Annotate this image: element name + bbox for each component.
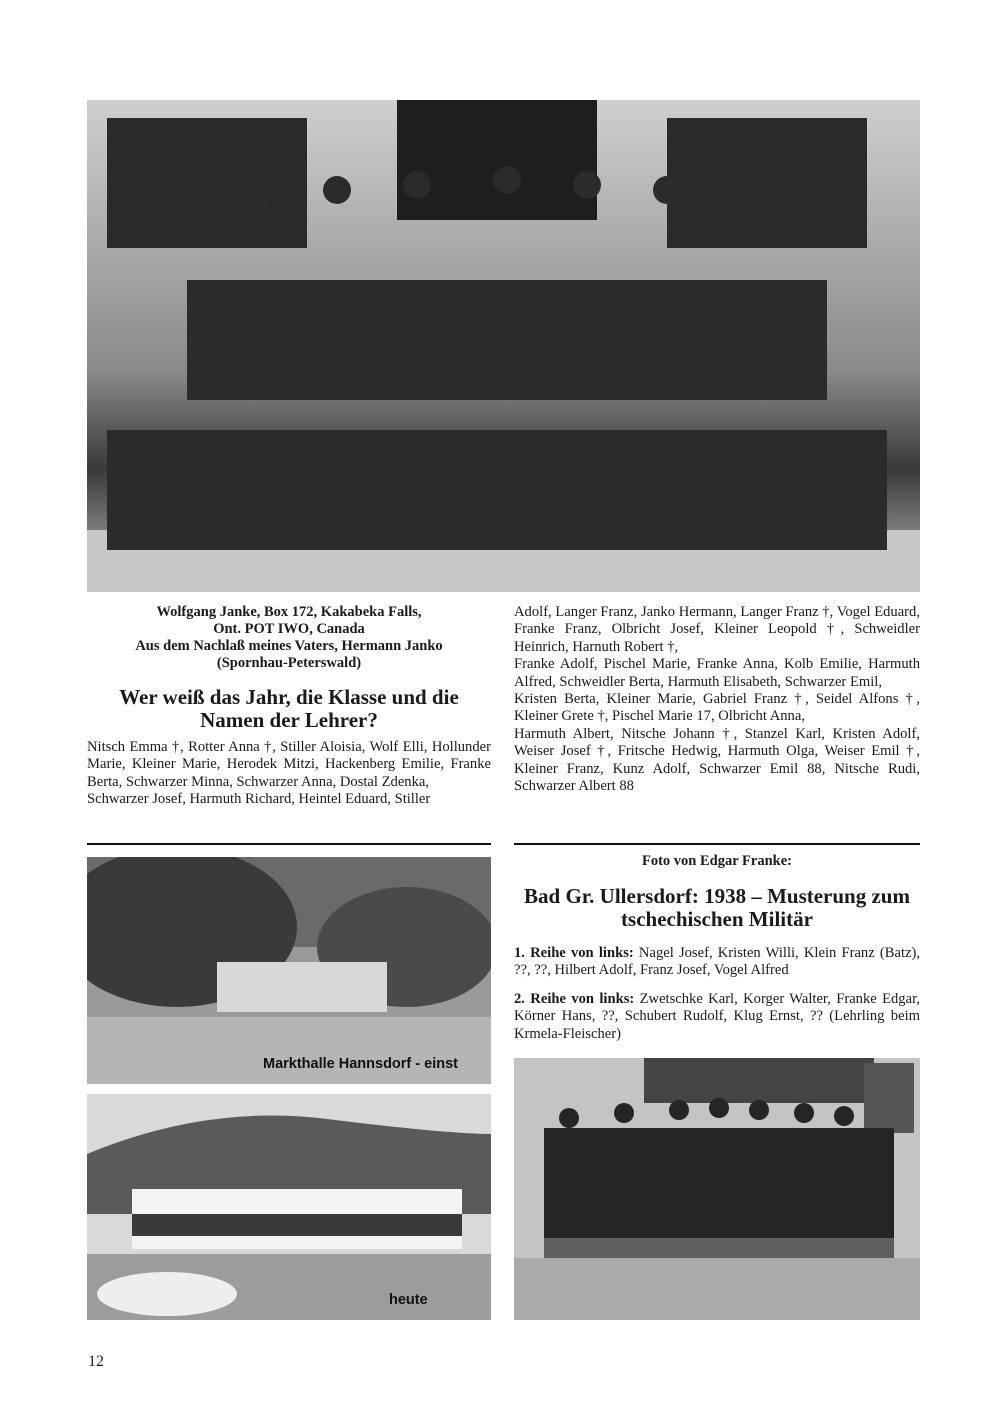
row2-caption — [514, 991, 920, 1043]
names-right-paragraph-3: Kristen Berta, Kleiner Marie, Gabriel Franz †, Seidel Alfons †, Kleiner Grete †, Pischel Marie 17, Olbricht Anna, — [514, 691, 920, 725]
sender-line-4: (Spornhau-Peterswald) — [216, 655, 362, 671]
names-left-paragraph: Nitsch Emma †, Rotter Anna †, Stiller Aloisia, Wolf Elli, Hollunder Marie, Kleiner Marie, Herodek Mitzi, Hackenberg Emilie, Franke Berta, Schwarzer Minna, Schwarzer Anna, Dostal Zdenka, — [87, 739, 491, 790]
caption-einst: Markthalle Hannsdorf - einst — [263, 1056, 458, 1072]
row1-names: Nagel Josef, Kristen Willi, Klein Franz (Batz), ??, ??, Hilbert Adolf, Franz Josef, Vogel Alfred — [514, 945, 921, 979]
franke-title: Bad Gr. Ullersdorf: 1938 – Musterung zum tschechischen Militär — [524, 884, 910, 931]
page-number: 12 — [88, 1353, 104, 1370]
row1-caption — [514, 945, 920, 980]
caption-heute: heute — [389, 1292, 428, 1308]
class-photo — [87, 100, 920, 592]
musterung-photo — [514, 1058, 920, 1320]
photo-credit: Foto von Edgar Franke: — [642, 853, 792, 869]
names-right-paragraph-1: Adolf, Langer Franz, Janko Hermann, Langer Franz †, Vogel Eduard, Franke Franz, Olbricht Josef, Kleiner Leopold †, Schweidler Heinrich, Harnuth Robert †, — [514, 604, 920, 655]
names-left-paragraph-2: Schwarzer Josef, Harmuth Richard, Heintel Eduard, Stiller — [87, 791, 431, 808]
names-right — [514, 604, 920, 795]
names-right-paragraph-2: Franke Adolf, Pischel Marie, Franke Anna, Kolb Emilie, Harmuth Alfred, Schweidler Berta, Harmuth Elisabeth, Schwarzer Emil, — [514, 656, 920, 690]
sender-line-2: Ont. POT IWO, Canada — [213, 621, 365, 637]
markthalle-heute-photo — [87, 1094, 491, 1320]
sender-line-1: Wolfgang Janke, Box 172, Kakabeka Falls, — [156, 604, 422, 620]
divider-right — [514, 843, 920, 845]
question-title: Wer weiß das Jahr, die Klasse und die Namen der Lehrer? — [119, 685, 459, 732]
sender-line-3: Aus dem Nachlaß meines Vaters, Hermann Janko — [135, 638, 443, 654]
row2-label: 2. Reihe von links: — [514, 991, 635, 1007]
divider-left — [87, 843, 491, 845]
row2-names: Zwetschke Karl, Korger Walter, Franke Edgar, Körner Hans, ??, Schubert Rudolf, Klug Ernst, ?? (Lehrling beim Krmela-Fleischer) — [514, 991, 920, 1042]
row1-label: 1. Reihe von links: — [514, 945, 634, 961]
sender-block — [88, 604, 490, 672]
markthalle-einst-photo — [87, 857, 491, 1084]
names-left — [87, 739, 491, 809]
names-right-paragraph-4: Harmuth Albert, Nitsche Johann †, Stanzel Karl, Kristen Adolf, Weiser Josef †, Fritsche Hedwig, Harmuth Olga, Weiser Emil †, Kleiner Franz, Kunz Adolf, Schwarzer Emil 88, Nitsche Rudi, Schwarzer Albert 88 — [514, 725, 920, 795]
